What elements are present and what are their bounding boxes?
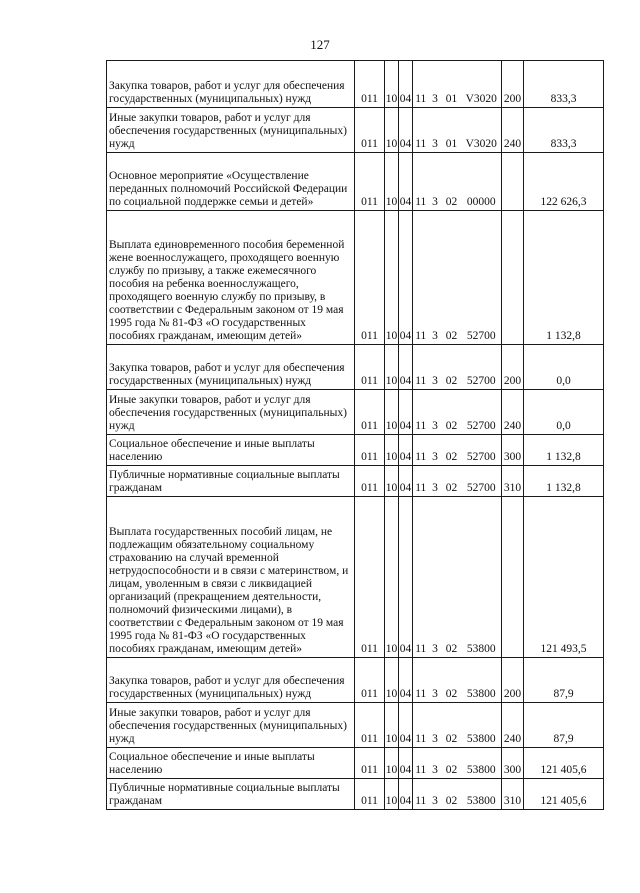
cell-name: Закупка товаров, работ и услуг для обеспечения государственных (муниципальных) нужд — [107, 345, 355, 390]
cell-program: 11 — [413, 390, 429, 435]
cell-subprogram: 3 — [429, 108, 442, 153]
table-row — [107, 390, 604, 435]
cell-expense-type: 300 — [502, 435, 524, 466]
cell-expense-type: 200 — [502, 345, 524, 390]
cell-program: 11 — [413, 779, 429, 810]
cell-subprogram: 3 — [429, 466, 442, 497]
cell-program: 11 — [413, 435, 429, 466]
cell-direction: 52700 — [462, 390, 502, 435]
cell-subsection: 04 — [399, 153, 413, 211]
cell-grbs: 011 — [355, 658, 385, 703]
cell-program: 11 — [413, 466, 429, 497]
cell-program: 11 — [413, 748, 429, 779]
cell-event: 02 — [442, 153, 462, 211]
cell-amount: 0,0 — [524, 345, 604, 390]
cell-program: 11 — [413, 345, 429, 390]
cell-direction: 00000 — [462, 153, 502, 211]
table-row — [107, 211, 604, 345]
cell-direction: 52700 — [462, 345, 502, 390]
cell-expense-type — [502, 153, 524, 211]
cell-grbs: 011 — [355, 466, 385, 497]
cell-amount: 87,9 — [524, 703, 604, 748]
cell-event: 01 — [442, 108, 462, 153]
budget-table — [106, 60, 604, 810]
cell-subprogram: 3 — [429, 703, 442, 748]
table-row — [107, 108, 604, 153]
cell-name: Социальное обеспечение и иные выплаты населению — [107, 748, 355, 779]
cell-expense-type: 310 — [502, 779, 524, 810]
cell-subsection: 04 — [399, 466, 413, 497]
cell-subsection: 04 — [399, 748, 413, 779]
cell-program: 11 — [413, 108, 429, 153]
table-row — [107, 497, 604, 658]
cell-event: 01 — [442, 61, 462, 108]
cell-event: 02 — [442, 658, 462, 703]
cell-section: 10 — [385, 390, 399, 435]
cell-subsection: 04 — [399, 779, 413, 810]
table-row — [107, 466, 604, 497]
cell-direction: 53800 — [462, 703, 502, 748]
cell-subsection: 04 — [399, 61, 413, 108]
cell-name: Закупка товаров, работ и услуг для обеспечения государственных (муниципальных) нужд — [107, 658, 355, 703]
cell-event: 02 — [442, 748, 462, 779]
cell-grbs: 011 — [355, 779, 385, 810]
cell-name: Выплата государственных пособий лицам, не подлежащим обязательному социальному страхованию на случай временной нетрудоспособности и в связи с материнством, и лицам, уволенным в связи с ликвидацией организаций (прекращением деятельности, полномочий физическими лицами), в соответствии с Федеральным законом от 19 мая 1995 года № 81-ФЗ «О государственных пособиях гражданам, имеющим детей» — [107, 497, 355, 658]
cell-subsection: 04 — [399, 435, 413, 466]
cell-subprogram: 3 — [429, 345, 442, 390]
cell-expense-type: 240 — [502, 108, 524, 153]
cell-section: 10 — [385, 153, 399, 211]
cell-amount: 121 493,5 — [524, 497, 604, 658]
cell-amount: 1 132,8 — [524, 466, 604, 497]
cell-program: 11 — [413, 61, 429, 108]
cell-subsection: 04 — [399, 497, 413, 658]
cell-section: 10 — [385, 779, 399, 810]
cell-grbs: 011 — [355, 703, 385, 748]
cell-grbs: 011 — [355, 748, 385, 779]
table-row — [107, 703, 604, 748]
cell-direction: 52700 — [462, 211, 502, 345]
cell-amount: 87,9 — [524, 658, 604, 703]
cell-event: 02 — [442, 211, 462, 345]
cell-subprogram: 3 — [429, 497, 442, 658]
cell-name: Социальное обеспечение и иные выплаты населению — [107, 435, 355, 466]
cell-subprogram: 3 — [429, 211, 442, 345]
cell-amount: 121 405,6 — [524, 779, 604, 810]
cell-name: Закупка товаров, работ и услуг для обеспечения государственных (муниципальных) нужд — [107, 61, 355, 108]
cell-expense-type: 200 — [502, 61, 524, 108]
cell-program: 11 — [413, 658, 429, 703]
cell-subprogram: 3 — [429, 153, 442, 211]
cell-grbs: 011 — [355, 61, 385, 108]
cell-subprogram: 3 — [429, 61, 442, 108]
cell-amount: 1 132,8 — [524, 435, 604, 466]
cell-subprogram: 3 — [429, 779, 442, 810]
cell-direction: 53800 — [462, 497, 502, 658]
cell-expense-type: 240 — [502, 390, 524, 435]
cell-event: 02 — [442, 466, 462, 497]
cell-amount: 121 405,6 — [524, 748, 604, 779]
cell-subprogram: 3 — [429, 435, 442, 466]
cell-name: Иные закупки товаров, работ и услуг для обеспечения государственных (муниципальных) нужд — [107, 390, 355, 435]
table-row — [107, 61, 604, 108]
cell-subsection: 04 — [399, 658, 413, 703]
cell-expense-type: 300 — [502, 748, 524, 779]
cell-amount: 833,3 — [524, 108, 604, 153]
cell-grbs: 011 — [355, 435, 385, 466]
cell-event: 02 — [442, 390, 462, 435]
cell-program: 11 — [413, 153, 429, 211]
cell-subprogram: 3 — [429, 748, 442, 779]
cell-event: 02 — [442, 497, 462, 658]
cell-subprogram: 3 — [429, 658, 442, 703]
cell-direction: V3020 — [462, 61, 502, 108]
cell-amount: 122 626,3 — [524, 153, 604, 211]
cell-amount: 833,3 — [524, 61, 604, 108]
cell-name: Выплата единовременного пособия беременной жене военнослужащего, проходящего военную службу по призыву, а также ежемесячного пособия на ребенка военнослужащего, проходящего военную службу по призыву, в соответствии с Федеральным законом от 19 мая 1995 года № 81-ФЗ «О государственных пособиях гражданам, имеющим детей» — [107, 211, 355, 345]
cell-section: 10 — [385, 435, 399, 466]
cell-event: 02 — [442, 779, 462, 810]
cell-subsection: 04 — [399, 390, 413, 435]
table-row — [107, 748, 604, 779]
cell-program: 11 — [413, 211, 429, 345]
cell-expense-type: 200 — [502, 658, 524, 703]
cell-amount: 0,0 — [524, 390, 604, 435]
table-row — [107, 435, 604, 466]
cell-event: 02 — [442, 345, 462, 390]
cell-grbs: 011 — [355, 211, 385, 345]
cell-subsection: 04 — [399, 345, 413, 390]
cell-program: 11 — [413, 497, 429, 658]
table-row — [107, 345, 604, 390]
cell-direction: 53800 — [462, 658, 502, 703]
cell-direction: 53800 — [462, 748, 502, 779]
cell-direction: V3020 — [462, 108, 502, 153]
cell-grbs: 011 — [355, 497, 385, 658]
cell-section: 10 — [385, 658, 399, 703]
cell-grbs: 011 — [355, 345, 385, 390]
cell-direction: 52700 — [462, 466, 502, 497]
cell-subsection: 04 — [399, 703, 413, 748]
cell-name: Публичные нормативные социальные выплаты гражданам — [107, 779, 355, 810]
cell-amount: 1 132,8 — [524, 211, 604, 345]
cell-expense-type — [502, 497, 524, 658]
cell-section: 10 — [385, 61, 399, 108]
cell-subprogram: 3 — [429, 390, 442, 435]
cell-event: 02 — [442, 435, 462, 466]
table-row — [107, 779, 604, 810]
cell-subsection: 04 — [399, 108, 413, 153]
cell-section: 10 — [385, 345, 399, 390]
cell-expense-type: 310 — [502, 466, 524, 497]
cell-section: 10 — [385, 497, 399, 658]
cell-name: Основное мероприятие «Осуществление переданных полномочий Российской Федерации по социальной поддержке семьи и детей» — [107, 153, 355, 211]
cell-expense-type — [502, 211, 524, 345]
table-row — [107, 153, 604, 211]
cell-name: Публичные нормативные социальные выплаты гражданам — [107, 466, 355, 497]
cell-program: 11 — [413, 703, 429, 748]
cell-section: 10 — [385, 211, 399, 345]
cell-grbs: 011 — [355, 108, 385, 153]
cell-grbs: 011 — [355, 153, 385, 211]
cell-section: 10 — [385, 108, 399, 153]
table-row — [107, 658, 604, 703]
cell-subsection: 04 — [399, 211, 413, 345]
cell-name: Иные закупки товаров, работ и услуг для обеспечения государственных (муниципальных) нужд — [107, 703, 355, 748]
cell-event: 02 — [442, 703, 462, 748]
cell-expense-type: 240 — [502, 703, 524, 748]
cell-direction: 53800 — [462, 779, 502, 810]
cell-section: 10 — [385, 703, 399, 748]
cell-grbs: 011 — [355, 390, 385, 435]
cell-section: 10 — [385, 748, 399, 779]
cell-name: Иные закупки товаров, работ и услуг для обеспечения государственных (муниципальных) нужд — [107, 108, 355, 153]
cell-direction: 52700 — [462, 435, 502, 466]
cell-section: 10 — [385, 466, 399, 497]
page-number: 127 — [310, 37, 330, 52]
